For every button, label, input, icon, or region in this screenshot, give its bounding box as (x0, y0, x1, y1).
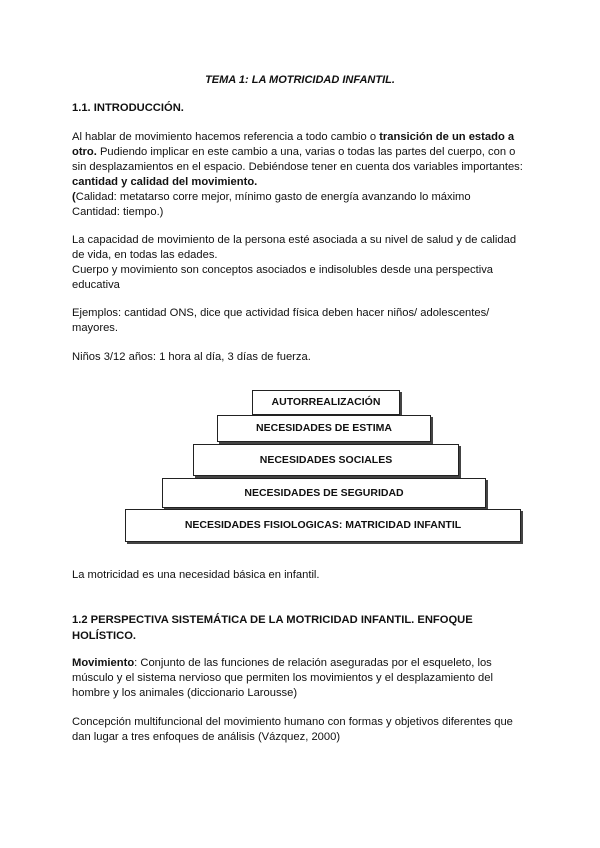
conception-paragraph (72, 715, 532, 745)
intro-line-5 (72, 190, 532, 205)
section-2-heading-line-2: HOLÍSTICO. (72, 630, 137, 642)
section-2-heading-line-1: 1.2 PERSPECTIVA SISTEMÁTICA DE LA MOTRICIDAD INFANTIL. ENFOQUE (72, 614, 473, 626)
movement-text-1: : Conjunto de las funciones de relación aseguradas por el esqueleto, los (134, 657, 492, 669)
intro-text-1a: Al hablar de movimiento hacemos referencia a todo cambio o (72, 131, 380, 143)
intro-paren: ( (72, 191, 76, 203)
capacity-line-1: La capacidad de movimiento de la persona esté asociada a su nivel de salud y de calidad (72, 234, 517, 246)
intro-bold-2a: otro. (72, 146, 97, 158)
pyramid-level-fisiologicas: NECESIDADES FISIOLOGICAS: MATRICIDAD INFANTIL (125, 509, 521, 542)
section-2-heading (72, 612, 473, 644)
intro-text-2b: Pudiendo implicar en este cambio a una, varias o todas las partes del cuerpo, con o (96, 146, 516, 158)
conception-line-1: Concepción multifuncional del movimiento humano con formas y objetivos diferentes que (72, 716, 513, 728)
intro-line-4: cantidad y calidad del movimiento. (72, 176, 258, 188)
intro-text-5b: Calidad: metatarso corre mejor, mínimo gasto de energía avanzando lo máximo (75, 191, 471, 203)
capacity-line-4: educativa (72, 279, 120, 291)
conception-line-2: dan lugar a tres enfoques de análisis (Vázquez, 2000) (72, 731, 341, 743)
movement-term: Movimiento (72, 657, 135, 669)
children-line: Niños 3/12 años: 1 hora al día, 3 días de fuerza. (72, 351, 311, 363)
intro-bold-1b: transición de un estado a (379, 131, 515, 143)
capacity-paragraph (72, 233, 532, 293)
examples-paragraph (72, 306, 532, 336)
intro-line-1 (72, 130, 532, 145)
intro-line-6: Cantidad: tiempo.) (72, 206, 164, 218)
examples-line-2: mayores. (72, 322, 119, 334)
examples-line-1: Ejemplos: cantidad ONS, dice que actividad física deben hacer niños/ adolescentes/ (72, 307, 490, 319)
intro-line-2 (72, 145, 532, 160)
movement-line-2: músculo y el sistema nervioso que permiten los movimientos y el desplazamiento del (72, 672, 493, 684)
children-paragraph (72, 350, 532, 365)
pyramid-level-sociales: NECESIDADES SOCIALES (193, 444, 459, 476)
intro-paragraph (72, 130, 532, 220)
pyramid-level-autorrealizacion: AUTORREALIZACIÓN (252, 390, 400, 415)
motricity-line: La motricidad es una necesidad básica en infantil. (72, 569, 320, 581)
motricity-paragraph (72, 568, 532, 583)
capacity-line-2: de vida, en todas las edades. (72, 249, 218, 261)
movement-definition-paragraph (72, 656, 532, 701)
pyramid-level-seguridad: NECESIDADES DE SEGURIDAD (162, 478, 486, 508)
pyramid-level-estima: NECESIDADES DE ESTIMA (217, 415, 431, 442)
document-title: TEMA 1: LA MOTRICIDAD INFANTIL. (205, 74, 395, 86)
section-1-heading: 1.1. INTRODUCCIÓN. (72, 102, 184, 114)
movement-line-1 (72, 656, 532, 671)
movement-line-3: hombre y los animales (diccionario Larousse) (72, 687, 298, 699)
capacity-line-3: Cuerpo y movimiento son conceptos asociados e indisolubles desde una perspectiva (72, 264, 494, 276)
intro-line-3: sin desplazamientos en el espacio. Debiéndose tener en cuenta dos variables importantes: (72, 161, 523, 173)
